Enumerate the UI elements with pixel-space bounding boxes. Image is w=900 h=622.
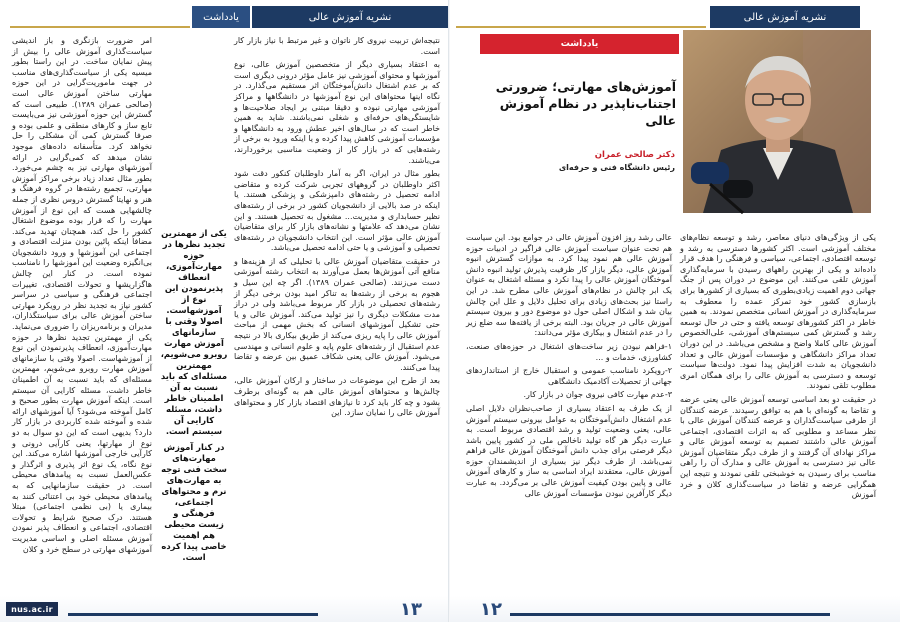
footer-rule (68, 613, 318, 616)
paragraph: نتیجه‌اش تربیت نیروی کار ناتوان و غیر مرتبط با نیاز بازار کار است. (234, 36, 440, 56)
author-photo (683, 30, 871, 213)
right-page-column-right (680, 233, 876, 585)
pull-quote (160, 228, 228, 562)
footer-rule (510, 613, 830, 616)
section-tag: یادداشت (480, 34, 679, 54)
paragraph: از یک طرف به اعتقاد بسیاری از صاحب‌نظران دلایل اصلی عدم اشتغال دانش‌آموختگان به عوامل بیرونی سیستم آموزش عالی، یعنی وضعیت تولید و رشد اقتصادی مربوط است. به عبارت دیگر هر گاه تولید ناخالص ملی در کشور پایین باشد دیگر فرصتی برای جذب دانش آموختگان آموزش عالی فراهم نمی‌باشد. از طرف دیگر نیز بسیاری از اندیشمندان حوزه آموزش عالی، معتقدند ایراد اساسی به ساز و کارهای آموزش عالی و پایین بودن کیفیت آموزش عالی بر می‌گردد. به عبارت دیگر کارآفرین نبودن مؤسسات آموزش عالی (466, 403, 672, 498)
site-logo: nus.ac.ir (6, 602, 58, 616)
left-page-header: نشریه آموزش عالی (252, 6, 448, 28)
left-footer (0, 596, 450, 622)
paragraph: به اعتقاد بسیاری دیگر از متخصصین آموزش عالی، نوع آموزشها و محتوای آموزشی نیز عامل مؤثر درونی دیگری است که بر عدم اشتغال دانش‌آموختگان اثر مستقیم می‌گذارد. در نگاه اینها محتواهای این نوع آموزشها در دانشگاهها و مراکز آموزشی مهارتی نبوده و دقیقا مبتنی بر ایجاد صلاحیت‌ها و شایستگی‌های حرفه‌ای و شغلی نمی‌باشند. شاید به همین خاطر است که در سال‌های اخیر عطش ورود به دانشگاهها و مؤسسات آموزشی کاهش پیدا کرده و یا اینکه ورود به برخی از رشته‌هایی که در بازار کار از وضعیت مناسبی برخوردارند، می‌باشند. (234, 60, 440, 165)
page-number-left: ۱۳ (400, 599, 422, 620)
left-page-section-label: یادداشت (192, 6, 250, 28)
pull-quote-part-2: در کنار آموزش مهارت‌های سخت فنی توجه به مهارت‌های نرم و محتواهای اجتماعی، فرهنگی و زیست محیطی هم اهمیت خاصی پیدا کرده است. (161, 442, 227, 562)
left-page-column-left-top (12, 36, 152, 554)
left-header-rule (10, 26, 190, 28)
author-portrait-illustration (683, 30, 871, 213)
paragraph: یکی از ویژگی‌های دنیای معاصر، رشد و توسعه نظام‌های مختلف آموزشی است. اکثر کشورها دسترسی به رشد و توسعه اقتصادی، اجتماعی، سیاسی و فرهنگی را هدف قرار داده‌اند و یکی از بهترین راههای رسیدن با سرمایه‌گذاری آموزش تلقی می‌کنند. این موضوع در دوران پس از جنگ جهانی دوم اهمیت زیادی‌بطوری که بسیاری از کشورها برای بازسازی کشور خود تمرکز عمده را معطوف به سرمایه‌گذاری در آموزش انسانی متخصص نمودند. به همین خاطر در اکثر کشورهای توسعه یافته و حتی در حال توسعه رشد و گسترش کمی سیستم‌های آموزشی، علی‌الخصوص آموزش عالی کاملا واضح و مشخص می‌باشد. در این دوران تعداد مراکز دانشگاهی و مؤسسات آموزش عالی و تعداد دانشجویان به شدت افزایش پیدا نمود. دولت‌ها سیاست توسعه و دسترسی به آموزش عالی را برای همگان امری مطلوب تلقی نمودند. (680, 233, 876, 391)
right-footer (450, 596, 900, 622)
paragraph: در حقیقت دو بعد اساسی توسعه آموزش عالی یعنی عرضه و تقاضا به گونه‌ای با هم به توافق رسیدند. عرضه کنندگان از طرفی سیاست‌گذاران و عرضه کنندگان آموزش عالی با نظر مساعد و مطلوبی که به اثرات اقتصادی، اجتماعی آموزش عالی داشتند تصمیم به توسعه آموزش عالی و مراکز نهادای آن گرفتند و از طرف دیگر متقاضیان آموزش عالی نیز دسترسی به آموزش عالی و مدارک آن را راهی مناسب برای رسیدن به خوشبختی تلقی نمودند و نتیجه این همگرایی عرضه و تقاضا در سیاست‌گذاری کلان و خرد آموزش (680, 394, 876, 500)
left-page-column-right (234, 36, 440, 584)
paragraph: در حقیقت متقاضیان آموزش عالی با تحلیلی که از هزینه‌ها و منافع آتی آموزش‌ها بعمل می‌آورند به انتخاب رشته آموزشی دست می‌زنند. (صالحی عمران ۱۳۸۹). اگر چه این سیل و هجوم به برخی از رشته‌ها به تناکر امید بودن برخی دیگر از رشته‌های تحصیلی در بازار کار مربوط می‌باشد ولی در دراز مدت مشکلات دیگری را نیز تولید می‌کند. آموزش عالی و یا حتی تشکیل آموزشهای انسانی که بخش مهمی از مباحث آموزش عالی را پایه ریزی می‌کند از طریق بیکاری بالا در نتیجه عدم استقبال از رشته‌های علوم پایه و علوم انسانی و مهندسی می‌شود. آموزش عالی یعنی شکاف عمیق بین عرضه و تقاضا پیدا می‌کنند. (234, 256, 440, 372)
article-title (470, 78, 676, 129)
right-page-header: نشریه آموزش عالی (710, 6, 860, 28)
paragraph: عالی رشد روز افزون آموزش عالی در جوامع بود. این سیاست هم تحت عنوان سیاست آموزش عالی فراگیر در ادبیات حوزه آموزش عالی هم نمود پیدا کرد. به موازات گسترش انبوه آموزش عالی، دیگر بازار کار ظرفیت پذیرش تولید انبوه دانش آموختگان آموزش عالی را پیدا نکرد و مسئله اشتغال به عنوان یک ابر چالش در نظام‌های آموزش عالی مطرح شد. در این راستا نیز بحث‌های زیادی برای تحلیل دلایل و علل این چالش بیان شد و اشکال اصلی حول دو موضوع دور و بیرون سیستم آموزش عالی در جریان بود. البته برخی از یافته‌ها سه ضلع زیر را در عدم اشتغال و بیکاری مؤثر می‌دانند: (466, 233, 672, 338)
pull-quote-part-1: یکی از مهمترین تجدید نظرها در حوزه مهارت‌آموزی، انعطاف پذیرنمودن این نوع از آموزشهاست. اصولا وقتی با سازمانهای آموزش مهارت روبرو می‌شویم، مهمترین مسئله‌ای که باید نسبت به آن اطمینان خاطر داشت، مسئله کارایی آن سیستم است. (160, 228, 228, 436)
paragraph: امر ضرورت بازنگری و باز اندیشی سیاست‌گذاری آموزش عالی را بیش از پیش نمایان ساخت. در این راستا بطور میسیه یکی از سیاست‌گذاری‌های مناسب در جهت ماموریت‌گرایی در این حوزه مهارتی ساختن آموزش عالی است (صالحی عمران ۱۳۸۹). طبیعی است که گسترش این حوزه آموزشی نیز می‌بایست تابع ساز و کارهای منطقی و علمی بوده و صرفا گسترش کمی آن مشکلی را حل نخواهد کرد. متأسفانه داده‌های موجود نشان میدهد که کمی‌گرایی در ارائه آموزشهای مهارتی نیز به چشم می‌خورد. بطور مثال تعداد زیاد برخی مراکز آموزش مهارتی، تجمیع رشته‌ها در گروه فرهنگ و هنر و نهایتا گسترش دروس نظری از جمله چالشهایی هست که این نوع از آموزش مهارت را که قرار بوده موضوع اشتغال کشور را حل کند، همچنان تهدید می‌کند. مضافاً اینکه پائین بودن منزلت اقتصادی و اجتماعی این آموزشها و ورود دانشجویان بی‌انگیزه وضعیت این آموزشها را نامناسب نموده است. در کنار این چالش هاگزاریشها و تحولات اقتصادی، تغییرات اجتماعی فرهنگی و سیاسی در سراسر کشور نیاز به تجدید نظر در رویکرد مهارتی ساختن آموزش عالی برای سیاستگذاران، مدیران و برنامه‌ریزان را ضروری می‌نماید. یکی از مهمترین تجدید نظرها در حوزه مهارت‌آموزی، انعطاف پذیرنمودن این نوع از آموزشهاست. اصولا وقتی با سازمانهای آموزش مهارت روبرو می‌شویم، مهمترین مسئله‌ای که باید نسبت به آن اطمینان خاطر داشت، مسئله کارایی آن سیستم است. اینکه آموزش مهارت بطور صحیح و کامل آموخته می‌شود؟ آیا آموزشهای ارائه شده و آموخته شده کاربردی در بازار کار دارد؟ بدیهی است که این دو سوال به دو نوع از مهارتها، یعنی کارآیی درونی و کارآیی خارجی آموزشها اشاره می‌کند. این نوع نگاه، یک نوع اثر پذیری و اثرگذار و عکس‌العمل نسبت به پیامدهای محیطی است. در حقیقت سازمانهایی که به پیامدهای محیطی خود بی اعتنائی کنند به بیماری یا (بی نظمی اجتماعی) مبتلا هستند. درک صحیح شرایط و تحولات اقتصادی، اجتماعی و انعطاف پذیر نمودن آموزش مسئله اصلی و اساسی مدیریت آموزشهای مهارتی در سطح خرد و کلان (12, 36, 152, 554)
page-number-right: ۱۲ (480, 599, 502, 620)
list-item: ۱-فراهم نبودن زیر ساخت‌های اشتغال در حوزه‌های صنعت، کشاورزی، خدمات و ... (466, 341, 672, 362)
paragraph: بعد از طرح این موضوعات در ساختار و ارکان آموزش عالی، چالش‌ها و محتواهای آموزش عالی هم به گونه‌ای برطرف بشود و چه کار باید کرد تا نیازهای اقتصاد بازار کار و محتواهای آموزش عالی را نمایان سازد. این (234, 376, 440, 418)
right-header-rule (456, 26, 706, 28)
paragraph: بطور مثال در ایران، اگر به آمار داوطلبان کنکور دقت شود اکثر داوطلبان در گروههای تجربی شرکت کرده و متقاضی ادامه تحصیل در رشته‌های دامپزشکی و پزشکی هستند. یا اینکه در صد بالایی از دانشجویان کشور در برخی از رشته‌های نظیر حسابداری و مدیریت... مشغول به تحصیل هستند. و این نشان می‌دهد که علامتها و نشانه‌های بازار کار برای متقاضیان آموزش عالی مؤثر است. این انتخاب دانشجویان در رشته‌های تحصیلی و آموزشی و یا حتی ادامه تحصیل می‌باشد. (234, 169, 440, 253)
list-item: ۲-رویکرد نامناسب عمومی و استقبال خارج از استانداردهای جهانی از تحصیلات آکادمیک دانشگاهی (466, 366, 672, 386)
list-item: ۳-عدم مهارت کافی نیروی جوان در بازار کار. (523, 390, 672, 400)
right-page-column-left (466, 233, 672, 585)
article-title-line: اجتناب‌ناپذیر در نظام آموزش عالی (499, 96, 676, 128)
author-affiliation: رئیس دانشگاه فنی و حرفه‌ای (558, 163, 675, 172)
author-name: دکتر صالحی عمران (594, 150, 675, 160)
article-title-line: آموزش‌های مهارتی؛ ضرورتی (495, 79, 676, 94)
